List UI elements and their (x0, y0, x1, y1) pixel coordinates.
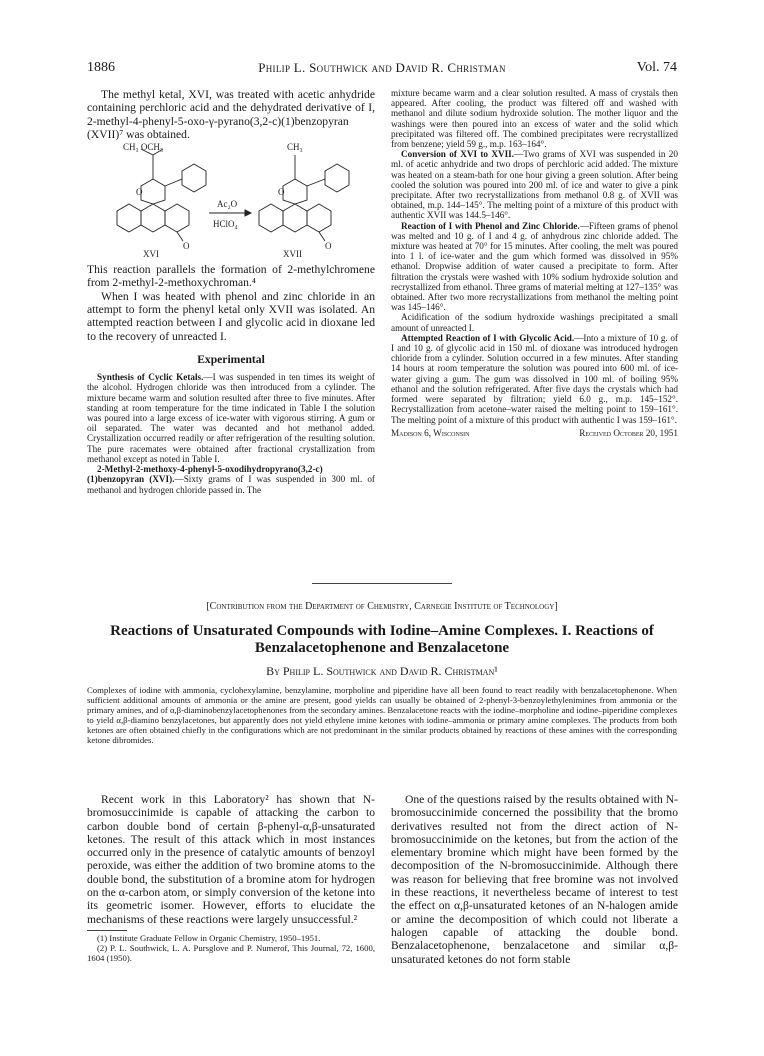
affiliation-line (391, 428, 678, 438)
synthesis-body: —I was suspended in ten times its weight of the alcohol. Hydrogen chloride was then introduced from a cylinder. The mixture became warm and solution resulted after three to five minutes. After standing at room temperature for the time indicated in Table I the solution was poured into a large excess of ice-water with vigorous stirring. A gum or oil separated. The water was decanted and hot methanol added. Crystallization occurred readily or after refrigeration of the resulting solution. The pure racemates were obtained after fractional crystallization from methanol except as noted in Table I. (87, 372, 375, 464)
phenol-body: —Fifteen grams of phenol was melted and 10 g. of I and 4 g. of anhydrous zinc chloride added. The mixture was heated at 70° for 15 minutes. After cooling, the melt was poured into 1 l. of ice-water and the gum which formed was dissolved in 95% ethanol. Dropwise addition of water caused a precipitate to form. After filtration the crystals were washed with 10% sodium hydroxide solution and recrystallized from ethanol. Three grams of material melting at 127–135° was obtained. After two more recrystallizations from methanol the melting point was 145–146°. (391, 220, 679, 313)
glycolic-paragraph (391, 333, 678, 425)
acidification-paragraph: Acidification of the sodium hydroxide washings precipitated a small amount of unreacted I. (391, 312, 678, 333)
footnote-1: (1) Institute Graduate Fellow in Organic Chemistry, 1950–1951. (97, 932, 321, 943)
conversion-title: Conversion of XVI to XVII. (401, 149, 515, 160)
glycolic-body: —Into a mixture of 10 g. of I and 10 g. of glycolic acid in 150 ml. of dioxane was introduced hydrogen chloride from a cylinder. Solution occurred in a few minutes. After standing 14 hours at room temperature the solution was poured into 600 ml. of ice-water giving a gum. The gum was dissolved in 100 ml. of boiling 95% ethanol and the solution refrigerated. After five days the crystals which had formed were separated by filtration; yield 6.0 g., m.p. 145–152°. Recrystallization from acetone–water raised the melting point to 159–161°. The melting point of a mixture of this product with authentic I was 159–161°. (391, 332, 678, 425)
footnote-2: (2) P. L. Southwick, L. A. Pursglove and P. Numerof, This Journal, 72, 1600, 1604 (1950). (87, 942, 375, 963)
label-o-xvi-carbonyl: O (183, 241, 190, 252)
page-number: 1886 (87, 60, 115, 75)
synthesis-title: Synthesis of Cyclic Ketals. (97, 372, 204, 383)
right-column-bottom (391, 793, 678, 966)
label-xvi: XVI (143, 249, 159, 260)
phenol-paragraph (391, 221, 678, 313)
label-ch3-och3: CH₃ OCH₃ (123, 142, 164, 153)
reaction-arrow (209, 210, 251, 216)
label-ch3: CH₃ (287, 142, 303, 153)
left-column-top (87, 88, 375, 495)
conversion-paragraph (391, 149, 678, 220)
received-date: Received October 20, 1951 (579, 427, 678, 438)
methoxy-body: —Sixty grams of I was suspended in 300 ml. of methanol and hydrogen chloride passed in. The (87, 474, 375, 495)
reaction-scheme (87, 141, 375, 259)
label-o-xvii-carbonyl: O (325, 241, 332, 252)
article-title: Reactions of Unsaturated Compounds with Iodine–Amine Complexes. I. Reactions of Benzalacetophenone and Benzalacetone (110, 623, 654, 656)
location: Madison 6, Wisconsin (391, 427, 470, 438)
conversion-body: —Two grams of XVI was suspended in 20 ml. of acetic anhydride and two drops of perchloric acid added. The mixture was heated on a steam-bath for one hour giving a green solution. After being cooled the solution was poured into 200 ml. of ice and water to give a pink precipitate. After two recrystallizations from methanol 0.8 g. of XVII was obtained, m.p. 144–145°. The melting point of a mixture of this product with authentic XVII was 144.5–146°. (391, 149, 678, 221)
running-header-authors: Philip L. Southwick and David R. Christman (258, 60, 506, 75)
abstract: Complexes of iodine with ammonia, cyclohexylamine, benzylamine, morpholine and piperidine have all been found to react readily with benzalacetophenone. When sufficient additional amounts of ammonia or the amine are present, good yields can usually be obtained of 2-phenyl-3-benzoylethylenimines from ammonia or the primary amines, and of α,β-diaminobenzylacetophenones from the secondary amines. Benzalacetone reacts with the iodine–morpholine and iodine–piperidine complexes to yield α,β-diamino benzylacetones, but apparently does not yield ethylene imine ketones with iodine–ammonia or primary amine complexes. The products from both ketones are often obtained chiefly in the configurations which are not predominant in the similar products obtained by reactions of these amines with the corresponding ketone dibromides. (87, 685, 677, 745)
methoxy-title: 2-Methyl-2-methoxy-4-phenyl-5-oxodihydropyrano(3,2-c)(1)benzopyran (XVI). (87, 464, 323, 485)
intro-paragraph: Recent work in this Laboratory² has shown that N-bromosuccinimide is capable of attacking the carbon to carbon double bond of certain β-phenyl-α,β-unsaturated ketones. The result of this attack which in most instances occurred only in the presence of catalytic amounts of benzoyl peroxide, was either the addition of two bromine atoms to the double bond, the substitution of a bromine atom for hydrogen on the α-carbon atom, or simply conversion of the ketone into its geometric isomer. However, efforts to elucidate the mechanisms of these reactions were largely unsuccessful.² (87, 793, 375, 926)
byline: By Philip L. Southwick and David R. Christman¹ (266, 664, 498, 678)
right-column-top (391, 88, 678, 438)
reagent-ac2o: Ac₂O (217, 199, 238, 210)
paragraph-mixture: mixture became warm and a clear solution resulted. A mass of crystals then appeared. After cooling, the product was filtered off and washed with methanol and dilute sodium hydroxide solution. The mother liquor and the washings were then poured into an excess of water and the solid which precipitated was filtered off. The combined precipitates were recrystallized from benzene; yield 59 g., m.p. 163–164°. (391, 88, 678, 150)
phenol-title: Reaction of I with Phenol and Zinc Chloride. (401, 220, 580, 231)
label-o-xvi-ring: O (136, 187, 143, 198)
structure-xvi (117, 149, 206, 241)
volume-label: Vol. 74 (636, 60, 677, 75)
questions-paragraph: One of the questions raised by the results obtained with N-bromosuccinimide concerned the possibility that the bromo derivatives resulted not from the direct action of N-bromosuccinimide on the ketones, but from the action of the elementary bromine which might have been formed by the decomposition of the N-bromosuccinimide. Although there was reason for believing that free bromine was not involved in these reactions, it nevertheless became of interest to test the effect on α,β-unsaturated ketones of an N-halogen amide or amine the decomposition of which could not liberate a halogen capable of attacking the double bond. Benzalacetophenone, benzalacetone and similar α,β-unsaturated ketones do not form stable (391, 793, 678, 966)
footnote-rule (87, 930, 127, 931)
experimental-heading: Experimental (197, 352, 265, 366)
paragraph-phenol-attempt: When I was heated with phenol and zinc chloride in an attempt to form the phenyl ketal only XVII was isolated. An attempted reaction between I and glycolic acid in dioxane led to the recovery of unreacted I. (87, 289, 375, 343)
section-divider (312, 583, 452, 584)
reagent-hclo4: HClO₄ (213, 219, 238, 230)
contribution-line: [Contribution from the Department of Chemistry, Carnegie Institute of Technology] (206, 601, 558, 612)
paragraph-chromene: This reaction parallels the formation of 2-methylchromene from 2-methyl-2-methoxychroman.⁴ (87, 263, 375, 290)
structure-xvii (259, 155, 349, 241)
label-xvii: XVII (283, 249, 302, 260)
paragraph-ketal: The methyl ketal, XVI, was treated with acetic anhydride containing perchloric acid and the dehydrated derivative of I, 2-methyl-4-phenyl-5-oxo-γ-pyrano(3,2-c)(1)benzopyran (XVII)⁷ was obtained. (87, 88, 375, 141)
label-o-xvii-ring: O (278, 187, 285, 198)
left-column-bottom (87, 793, 375, 964)
methoxy-paragraph (87, 464, 375, 495)
synthesis-paragraph (87, 372, 375, 464)
glycolic-title: Attempted Reaction of I with Glycolic Acid. (401, 332, 575, 343)
